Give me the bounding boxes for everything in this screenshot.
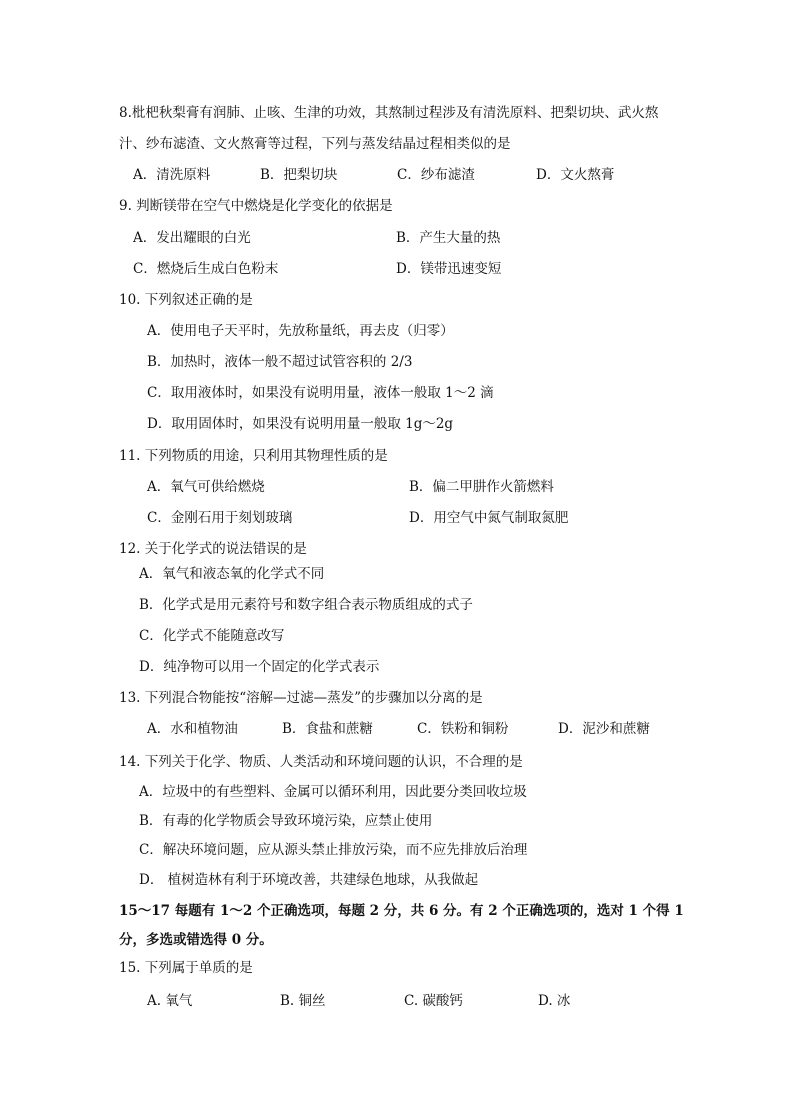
q11-stem: 11. 下列物质的用途，只利用其物理性质的是 bbox=[119, 448, 388, 464]
q13-option-b: B．食盐和蔗糖 bbox=[282, 721, 373, 737]
section-instruction-line1: 15～17 每题有 1～2 个正确选项，每题 2 分，共 6 分。有 2 个正确选项的，选对 1 个得 1 bbox=[119, 903, 684, 919]
section-instruction-line2: 分，多选或错选得 0 分。 bbox=[119, 932, 273, 948]
q10-option-b: B．加热时，液体一般不超过试管容积的 2/3 bbox=[147, 354, 413, 370]
q15-stem: 15. 下列属于单质的是 bbox=[119, 960, 253, 976]
q12-option-d: D．纯净物可以用一个固定的化学式表示 bbox=[139, 659, 380, 675]
q8-stem-line1: 8.枇杷秋梨膏有润肺、止咳、生津的功效，其熬制过程涉及有清洗原料、把梨切块、武火熬 bbox=[119, 105, 659, 121]
q9-stem: 9. 判断镁带在空气中燃烧是化学变化的依据是 bbox=[119, 198, 393, 214]
q12-option-b: B．化学式是用元素符号和数字组合表示物质组成的式子 bbox=[139, 597, 473, 613]
q15-option-b: B. 铜丝 bbox=[280, 993, 326, 1009]
q14-option-a: A．垃圾中的有些塑料、金属可以循环利用，因此要分类回收垃圾 bbox=[139, 784, 527, 800]
q14-option-c: C．解决环境问题，应从源头禁止排放污染，而不应先排放后治理 bbox=[139, 842, 528, 858]
q9-option-c: C．燃烧后生成白色粉末 bbox=[133, 261, 279, 277]
q15-option-d: D. 冰 bbox=[538, 993, 571, 1009]
q11-option-b: B．偏二甲肼作火箭燃料 bbox=[409, 479, 554, 495]
q13-option-d: D．泥沙和蔗糖 bbox=[558, 721, 650, 737]
q9-option-d: D．镁带迅速变短 bbox=[396, 261, 502, 277]
q10-stem: 10. 下列叙述正确的是 bbox=[119, 292, 253, 308]
q11-option-d: D．用空气中氮气制取氮肥 bbox=[409, 510, 569, 526]
q15-option-a: A. 氧气 bbox=[147, 993, 193, 1009]
q9-option-b: B．产生大量的热 bbox=[396, 230, 501, 246]
q14-option-d: D． 植树造林有利于环境改善，共建绿色地球，从我做起 bbox=[139, 872, 479, 888]
q14-stem: 14. 下列关于化学、物质、人类活动和环境问题的认识，不合理的是 bbox=[119, 754, 523, 770]
q10-option-d: D．取用固体时，如果没有说明用量一般取 1g～2g bbox=[147, 416, 454, 432]
q12-option-a: A．氧气和液态氧的化学式不同 bbox=[139, 566, 325, 582]
q10-option-c: C．取用液体时，如果没有说明用量，液体一般取 1～2 滴 bbox=[147, 385, 494, 401]
q14-option-b: B．有毒的化学物质会导致环境污染，应禁止使用 bbox=[139, 813, 433, 829]
q10-option-a: A．使用电子天平时，先放称量纸，再去皮（归零） bbox=[147, 323, 454, 339]
q8-option-a: A．清洗原料 bbox=[133, 167, 211, 183]
q11-option-a: A．氧气可供给燃烧 bbox=[147, 479, 265, 495]
q12-stem: 12. 关于化学式的说法错误的是 bbox=[119, 541, 307, 557]
q15-option-c: C. 碳酸钙 bbox=[404, 993, 463, 1009]
q8-stem-line2: 汁、纱布滤渣、文火熬膏等过程，下列与蒸发结晶过程相类似的是 bbox=[119, 136, 511, 152]
q8-option-c: C．纱布滤渣 bbox=[397, 167, 475, 183]
q13-option-a: A．水和植物油 bbox=[147, 721, 238, 737]
q12-option-c: C．化学式不能随意改写 bbox=[139, 628, 285, 644]
q8-option-d: D．文火熬膏 bbox=[536, 167, 615, 183]
q8-option-b: B．把梨切块 bbox=[260, 167, 338, 183]
q11-option-c: C．金刚石用于刻划玻璃 bbox=[147, 510, 293, 526]
q13-stem: 13. 下列混合物能按“溶解—过滤—蒸发”的步骤加以分离的是 bbox=[119, 690, 483, 706]
q13-option-c: C．铁粉和铜粉 bbox=[417, 721, 509, 737]
q9-option-a: A．发出耀眼的白光 bbox=[133, 230, 251, 246]
